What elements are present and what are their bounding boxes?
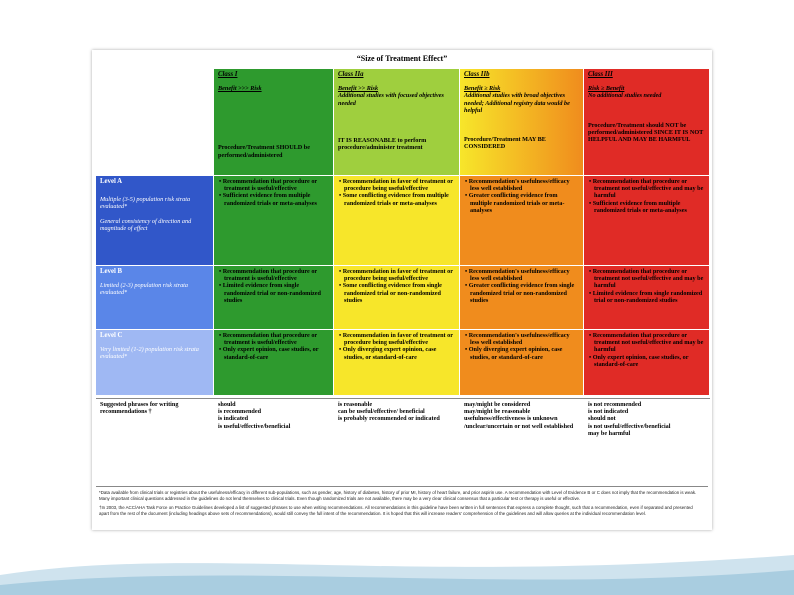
- background-wave: [0, 535, 794, 595]
- cell-c-4: • Recommendation that procedure or treatment not useful/effective and may be harmful • Only expert opinion, case studies, or standard-of-care: [584, 330, 710, 396]
- cell-a-3: • Recommendation's usefulness/efficacy less well established • Greater conflicting evidence from multiple randomized trials or meta-analyses: [460, 176, 584, 266]
- phrases-class-iii: is not recommended is not indicated should not is not useful/effective/beneficial may be harmful: [584, 399, 710, 451]
- phrases-class-iib: may/might be considered may/might be reasonable usefulness/effectiveness is unknown /unclear/uncertain or not well established: [460, 399, 584, 451]
- header-row: [96, 69, 710, 176]
- cell-b-2: • Recommendation in favor of treatment or procedure being useful/effective • Some conflicting evidence from single randomized trial or non-randomized studies: [334, 266, 460, 330]
- header-class-iia: [334, 69, 460, 176]
- evidence-table-slide: [92, 50, 712, 530]
- phrases-class-iia: is reasonable can be useful/effective/ beneficial is probably recommended or indicated: [334, 399, 460, 451]
- cell-b-4: • Recommendation that procedure or treatment not useful/effective and may be harmful • Limited evidence from single randomized trial or non-randomized studies: [584, 266, 710, 330]
- cell-b-1: • Recommendation that procedure or treatment is useful/effective • Limited evidence from single randomized trial or non-randomized studies: [214, 266, 334, 330]
- level-name: Level A: [100, 178, 123, 185]
- cell-c-1: • Recommendation that procedure or treatment is useful/effective • Only expert opinion, case studies, or standard-of-care: [214, 330, 334, 396]
- benefit-label: Risk ≥ Benefit: [588, 85, 625, 93]
- level-desc: Multiple (3-5) population risk strata evaluated*: [100, 196, 191, 211]
- benefit-label: Benefit >>> Risk: [218, 85, 262, 93]
- phrases-row: [96, 398, 710, 451]
- class-label: Class IIa: [338, 71, 364, 78]
- header-class-iii: [584, 69, 710, 176]
- footnote-1: *Data available from clinical trials or registries about the usefulness/efficacy in different sub-populations, such as gender, age, history of diabetes, history of prior MI, history of heart failure, and prior aspirin use. A recommendation with Level of Evidence B or C does not imply that the recommendation is weak. Many important clinical questions addressed in the guidelines do not lend themselves to clinical trials. Even though randomized trials are not available, there may be a very clear clinical consensus that a particular test or therapy is useful or effective.: [99, 490, 697, 501]
- cell-c-3: • Recommendation's usefulness/efficacy less well established • Only diverging expert opinion, case studies, or standard-of-care: [460, 330, 584, 396]
- divider: [96, 486, 708, 487]
- cell-a-4: • Recommendation that procedure or treatment not useful/effective and may be harmful • Sufficient evidence from multiple randomized trials or meta-analyses: [584, 176, 710, 266]
- extra-label: No additional studies needed: [588, 92, 662, 100]
- level-desc: Limited (2-3) population risk strata evaluated*: [100, 282, 188, 297]
- cell-c-2: • Recommendation in favor of treatment or procedure being useful/effective • Only diverging expert opinion, case studies, or standard-of-care: [334, 330, 460, 396]
- level-b-label: [96, 266, 214, 330]
- footnote-2: †In 2003, the ACC/AHA Task Force on Practice Guidelines developed a list of suggested phrases to use when writing recommendations. All recommendations in this guideline have been written in full sentences that express a complete thought, such that a recommendation, even if separated and presented apart from the rest of the document (including headings above sets of recommendations), would still convey the full intent of the recommendation. It is hoped that this will increase readers' comprehension of the guidelines and will allow queries at the individual recommendation level.: [99, 505, 693, 516]
- top-title: “Size of Treatment Effect”: [356, 54, 448, 63]
- header-class-i: [214, 69, 334, 176]
- class-label: Class IIb: [464, 71, 490, 78]
- class-label: Class III: [588, 71, 613, 78]
- extra-label: Additional studies with broad objectives needed; Additional registry data would be helpful: [464, 92, 570, 114]
- phrases-class-i: should is recommended is indicated is useful/effective/beneficial: [214, 399, 334, 451]
- level-name: Level B: [100, 268, 123, 275]
- cell-a-2: • Recommendation in favor of treatment or procedure being useful/effective • Some conflicting evidence from multiple randomized trials or meta-analyses: [334, 176, 460, 266]
- level-a-row: [96, 176, 710, 266]
- phrases-label: Suggested phrases for writing recommendations †: [96, 399, 214, 451]
- footnotes: [99, 490, 699, 520]
- level-name: Level C: [100, 332, 123, 339]
- classification-grid: [96, 69, 710, 451]
- level-b-row: [96, 266, 710, 330]
- cell-a-1: • Recommendation that procedure or treatment is useful/effective • Sufficient evidence from multiple randomized trials or meta-analyses: [214, 176, 334, 266]
- header-class-iib: [460, 69, 584, 176]
- benefit-label: Benefit ≥ Risk: [464, 85, 501, 93]
- level-desc: Very limited (1-2) population risk strata evaluated*: [100, 346, 199, 361]
- procedure-label: Procedure/Treatment MAY BE CONSIDERED: [464, 136, 546, 151]
- procedure-label: Procedure/Treatment SHOULD be performed/administered: [218, 144, 310, 159]
- procedure-label: IT IS REASONABLE to perform procedure/administer treatment: [338, 136, 427, 152]
- level-desc: General consistency of direction and magnitude of effect: [100, 217, 192, 232]
- extra-label: Additional studies with focused objectives needed: [338, 92, 444, 107]
- benefit-label: Benefit >> Risk: [338, 85, 379, 93]
- level-a-label: [96, 176, 214, 266]
- class-label: Class I: [218, 71, 238, 78]
- procedure-label: Procedure/Treatment should NOT be performed/administered SINCE IT IS NOT HELPFUL AND MAY BE HARMFUL: [588, 121, 704, 144]
- level-c-row: [96, 330, 710, 396]
- level-c-label: [96, 330, 214, 396]
- cell-b-3: • Recommendation's usefulness/efficacy less well established • Greater conflicting evidence from single randomized trial or non-randomized studies: [460, 266, 584, 330]
- header-blank: [96, 69, 214, 176]
